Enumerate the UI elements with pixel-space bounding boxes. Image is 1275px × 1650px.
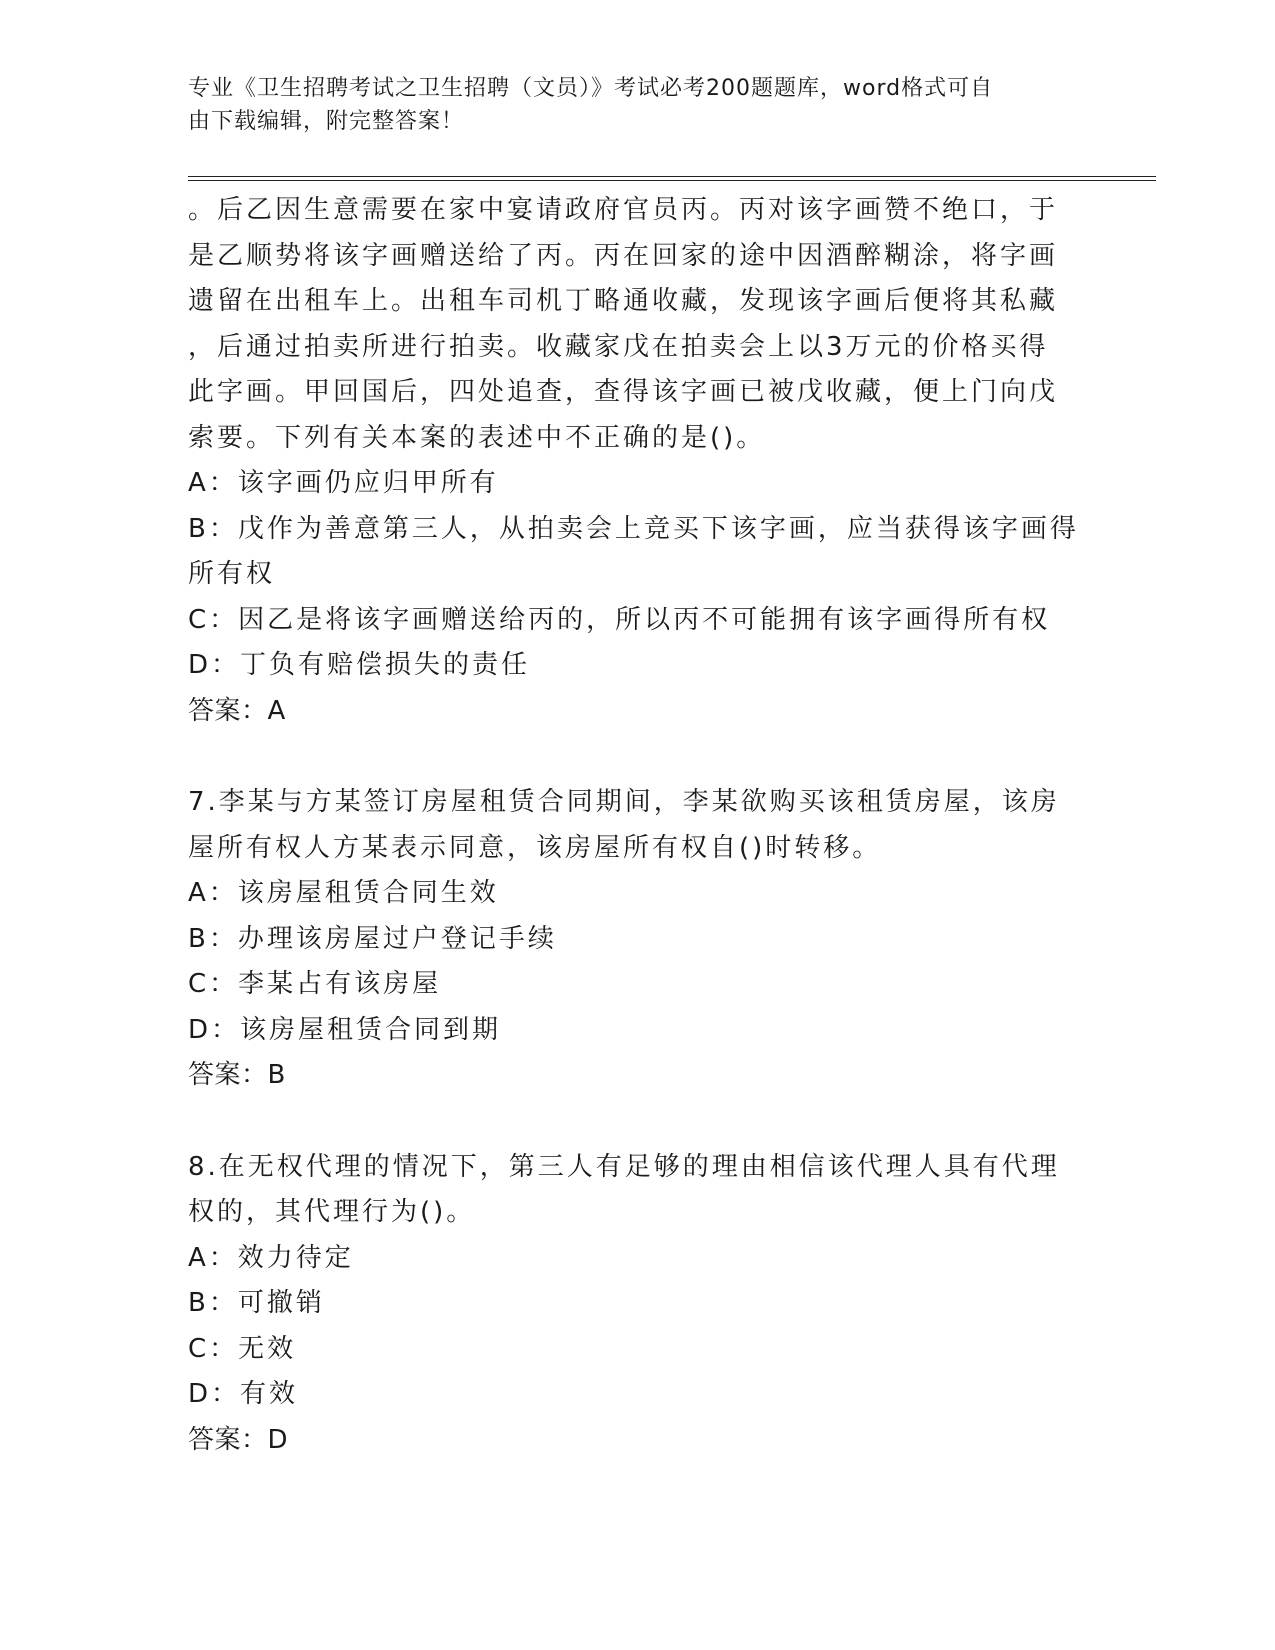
question-6-stem-line-6: 索要。下列有关本案的表述中不正确的是()。	[188, 422, 766, 453]
question-8-answer: 答案：D	[188, 1424, 289, 1455]
question-8-option-b: B：可撤销	[188, 1288, 325, 1318]
question-6	[188, 188, 1088, 734]
question-8-stem-line-1: 8.在无权代理的情况下，第三人有足够的理由相信该代理人具有代理	[188, 1151, 1060, 1182]
question-content	[188, 188, 1088, 1463]
question-6-answer: 答案：A	[188, 695, 286, 726]
question-8-option-d: D：有效	[188, 1379, 299, 1409]
question-7-option-a: A：该房屋租赁合同生效	[188, 878, 499, 908]
question-7-option-d: D：该房屋租赁合同到期	[188, 1014, 502, 1045]
header-line-1: 专业《卫生招聘考试之卫生招聘（文员）》考试必考200题题库，word格式可自	[188, 76, 994, 101]
question-6-stem-line-3: 遗留在出租车上。出租车司机丁略通收藏，发现该字画后便将其私藏	[188, 286, 1059, 316]
question-8-stem-line-2: 权的，其代理行为()。	[188, 1197, 476, 1227]
question-6-option-c: C：因乙是将该字画赠送给丙的，所以丙不可能拥有该字画得所有权	[188, 604, 1051, 635]
header-divider	[188, 176, 1156, 181]
question-7	[188, 780, 1088, 1099]
question-7-option-c: C：李某占有该房屋	[188, 969, 442, 999]
question-6-option-b-line-2: 所有权	[188, 559, 276, 589]
header-line-2: 由下载编辑，附完整答案！	[188, 109, 465, 134]
question-8-option-a: A：效力待定	[188, 1242, 354, 1273]
question-6-stem-line-5: 此字画。甲回国后，四处追查，查得该字画已被戊收藏，便上门向戊	[188, 377, 1059, 407]
question-7-stem-line-1: 7.李某与方某签订房屋租赁合同期间，李某欲购买该租赁房屋，该房	[188, 787, 1060, 817]
question-6-option-b-line-1: B：戊作为善意第三人，从拍卖会上竞买下该字画，应当获得该字画得	[188, 513, 1079, 544]
question-6-stem-line-2: 是乙顺势将该字画赠送给了丙。丙在回家的途中因酒醉糊涂，将字画	[188, 240, 1059, 271]
question-8	[188, 1145, 1088, 1464]
spacer	[188, 734, 1088, 780]
question-6-stem-line-4: ，后通过拍卖所进行拍卖。收藏家戊在拍卖会上以3万元的价格买得	[188, 331, 1049, 362]
question-7-answer: 答案：B	[188, 1060, 286, 1090]
question-7-stem-line-2: 屋所有权人方某表示同意，该房屋所有权自()时转移。	[188, 832, 882, 863]
question-6-stem-line-1: 。后乙因生意需要在家中宴请政府官员丙。丙对该字画赞不绝口，于	[188, 195, 1059, 225]
document-header	[188, 72, 1068, 138]
spacer	[188, 1099, 1088, 1145]
question-8-option-c: C：无效	[188, 1333, 297, 1364]
question-6-option-d: D：丁负有赔偿损失的责任	[188, 650, 531, 680]
question-6-option-a: A：该字画仍应归甲所有	[188, 468, 499, 498]
question-7-option-b: B：办理该房屋过户登记手续	[188, 923, 557, 954]
